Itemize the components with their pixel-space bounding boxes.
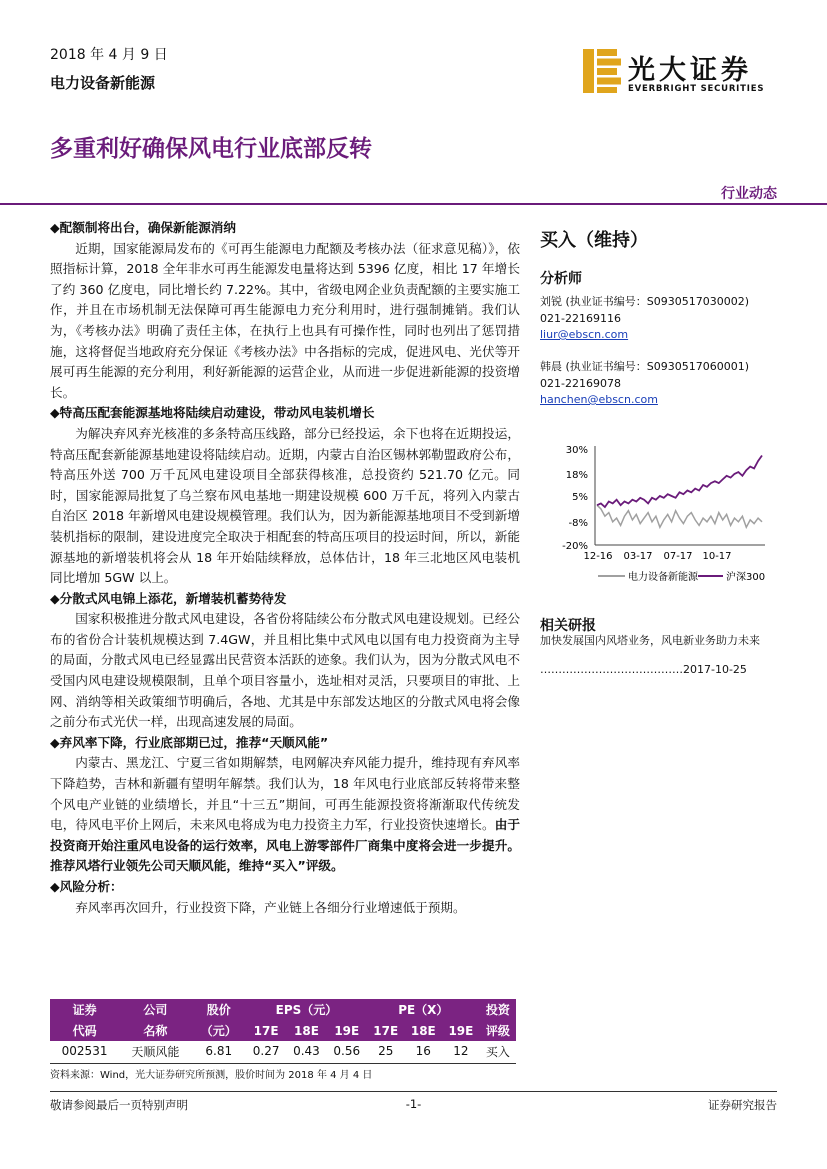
report-title: 多重利好确保风电行业底部反转 — [50, 136, 372, 162]
legend-label-csi300: 沪深300 — [726, 572, 766, 583]
table-cell: 25 — [378, 1044, 394, 1058]
x-tick-label: 07-17 — [663, 551, 693, 562]
related-research-title[interactable]: 加快发展国内风塔业务，风电新业务助力未来 — [540, 634, 760, 647]
x-axis — [583, 551, 731, 562]
table-header-cell: 名称 — [119, 1020, 191, 1041]
table-header-cell: 19E — [442, 1020, 480, 1041]
report-date: 2018 年 4 月 9 日 — [50, 47, 168, 63]
table-bottom-rule — [50, 1063, 516, 1064]
y-tick-label: 30% — [565, 445, 588, 456]
investment-rating: 买入（维持） — [540, 230, 648, 251]
table-cell: 0.56 — [333, 1044, 361, 1058]
table-row — [50, 1041, 516, 1061]
related-research-date: …………………………………2017-10-25 — [540, 663, 747, 676]
table-cell: 0.27 — [252, 1044, 280, 1058]
table-source-note: 资料来源：Wind，光大证券研究所预测，股价时间为 2018 年 4 月 4 日 — [50, 1070, 373, 1081]
sector-label: 电力设备新能源 — [50, 74, 156, 92]
curtailment-text: 内蒙古、黑龙江、宁夏三省如期解禁，电网解决弃风能力提升，维持现有弃风率下降趋势，吉林和新疆有望明年解禁。我们认为，18 年风电行业底部反转将带来整个风电产业链的业绩增长，并且“十三五”期间，可再生能源投资将渐渐取代传统发电，待风电平价上网后，未来风电将成为电力投资主力军，行业投资快速增长。 — [50, 755, 520, 833]
table-header-cell: 证券 — [50, 999, 119, 1020]
section-heading-distributed: ◆分散式风电锦上添花，新增装机蓄势待发 — [50, 590, 287, 606]
section-heading-risk: ◆风险分析： — [50, 879, 123, 894]
section-heading-curtailment: ◆弃风率下降，行业底部期已过，推荐“天顺风能” — [50, 734, 329, 750]
analyst-2-email[interactable]: hanchen@ebscn.com — [540, 393, 658, 406]
price-chart — [540, 438, 772, 588]
document-type: 行业动态 — [721, 186, 777, 202]
section-heading-uhv: ◆特高压配套能源基地将陆续启动建设，带动风电装机增长 — [50, 405, 375, 421]
related-research-heading: 相关研报 — [540, 618, 596, 634]
section-body-curtailment — [50, 753, 520, 877]
table-cell: 买入 — [485, 1044, 510, 1059]
footer-report-type: 证券研究报告 — [708, 1098, 777, 1112]
series-line-csi300 — [597, 456, 762, 508]
section-body-risk: 弃风率再次回升，行业投资下降，产业链上各细分行业增速低于预期。 — [75, 899, 466, 915]
table-header-cell: （元） — [192, 1020, 246, 1041]
x-tick-label: 03-17 — [623, 551, 653, 562]
logo-text-cn: 光大证券 — [628, 55, 752, 86]
x-tick-label: 10-17 — [702, 551, 732, 562]
footer-divider — [50, 1091, 777, 1092]
y-tick-label: -8% — [568, 518, 588, 529]
y-tick-label: 18% — [565, 470, 588, 481]
x-tick-label: 12-16 — [583, 551, 613, 562]
table-header-cell: 17E — [246, 1020, 286, 1041]
page-number: -1- — [405, 1097, 422, 1111]
valuation-table — [50, 999, 516, 1061]
table-header-cell: 公司 — [119, 999, 191, 1020]
table-header-cell: 代码 — [50, 1020, 119, 1041]
table-header-row — [50, 999, 516, 1020]
section-body-quota: 近期，国家能源局发布的《可再生能源电力配额及考核办法（征求意见稿）》，依照指标计算，2018 全年非水可再生能源发电量将达到 5396 亿度，相比 17 年增长了约 360 亿度电，同比增长约 7.22%。其中，省级电网企业负责配额的主要实施工作，并且在市场机制无法保障可再生能源电力充分利用时，进行强制摊销。我们认为，《考核办法》明确了责任主体，在执行上也具有可操作性，同时也列出了惩罚措施，这将督促当地政府充分保证《考核办法》中各指标的完成，促进风电、光伏等开展可再生能源的充分利用，利好新能源的运营企业，从而进一步促进新能源的投资增长。 — [50, 240, 520, 400]
table-header-row — [50, 1020, 516, 1041]
table-header-cell: PE（X） — [367, 999, 480, 1020]
table-header-cell: EPS（元） — [246, 999, 367, 1020]
analyst-1-email[interactable]: liur@ebscn.com — [540, 328, 629, 341]
legend-label-sector: 电力设备新能源 — [628, 572, 698, 583]
table-header-cell: 股价 — [192, 999, 246, 1020]
table-header-cell: 投资 — [480, 999, 516, 1020]
section-heading-quota: ◆配额制将出台，确保新能源消纳 — [50, 220, 236, 235]
table-header-cell: 17E — [367, 1020, 405, 1041]
y-tick-label: -20% — [562, 541, 588, 552]
logo-text-en: EVERBRIGHT SECURITIES — [628, 84, 765, 94]
recommendation-text: 由于投资商开始注重风电设备的运行效率，风电上游零部件厂商集中度将会进一步提升。推荐风塔行业领先公司天顺风能，维持“买入”评级。 — [50, 817, 521, 874]
section-body-uhv: 为解决弃风弃光核准的多条特高压线路，部分已经投运，余下也将在近期投运，特高压配套新能源基地建设将陆续启动。近期，内蒙古自治区锡林郭勒盟政府公布，特高压外送 700 万千瓦风电建设项目全部获得核准，总投资约 521.70 亿元。同时，国家能源局批复了乌兰察布风电基地一期建设规模 600 万千瓦，将列入内蒙古自治区 2018 年新增风电建设规模管理。我们认为，因为新能源基地项目不受到新增装机指标的限制，建设进度完全取决于相配套的特高压项目的投运时间，所以，新能源基地的新增装机将会从 18 年开始陆续释放，总体估计，18 年三北地区风电装机同比增加 5GW 以上。 — [50, 425, 520, 586]
table-header-cell: 评级 — [480, 1020, 516, 1041]
table-cell: 0.43 — [293, 1044, 320, 1058]
y-tick-label: 5% — [572, 492, 588, 503]
header-divider — [0, 203, 827, 205]
series-line-sector — [597, 505, 762, 527]
section-body-distributed: 国家积极推进分散式风电建设，各省份将陆续公布分散式风电建设规划。已经公布的省份合计装机规模达到 7.4GW，并且相比集中式风电以国有电力投资商为主导的局面，分散式风电已经显露出民营资本活跃的迹象。我们认为，因为分散式风电不受国内风电建设规模限制，且单个项目容量小，选址相对灵活，只要项目的审批、上网、消纳等相关政策细节明确后，各地、尤其是中东部发达地区的分散式风电将会像之前分布式光伏一样，出现高速发展的局面。 — [50, 611, 520, 730]
analyst-2-phone: 021-22169078 — [540, 377, 621, 390]
logo-icon — [583, 49, 623, 95]
table-cell: 002531 — [61, 1044, 108, 1058]
y-axis — [562, 445, 588, 552]
table-cell: 天顺风能 — [131, 1044, 180, 1059]
table-cell: 6.81 — [205, 1044, 233, 1058]
analyst-1-phone: 021-22169116 — [540, 312, 621, 325]
table-cell: 16 — [415, 1044, 431, 1058]
main-content — [50, 218, 520, 918]
table-cell: 12 — [453, 1044, 469, 1058]
analyst-2-name: 韩晨 (执业证书编号：S0930517060001) — [540, 360, 750, 373]
analyst-1-name: 刘锐 (执业证书编号：S0930517030002) — [540, 295, 750, 308]
table-header-cell: 18E — [405, 1020, 443, 1041]
footer-disclaimer: 敬请参阅最后一页特别声明 — [50, 1098, 188, 1112]
table-header-cell: 18E — [286, 1020, 326, 1041]
table-header-cell: 19E — [327, 1020, 367, 1041]
analyst-heading: 分析师 — [540, 271, 582, 287]
